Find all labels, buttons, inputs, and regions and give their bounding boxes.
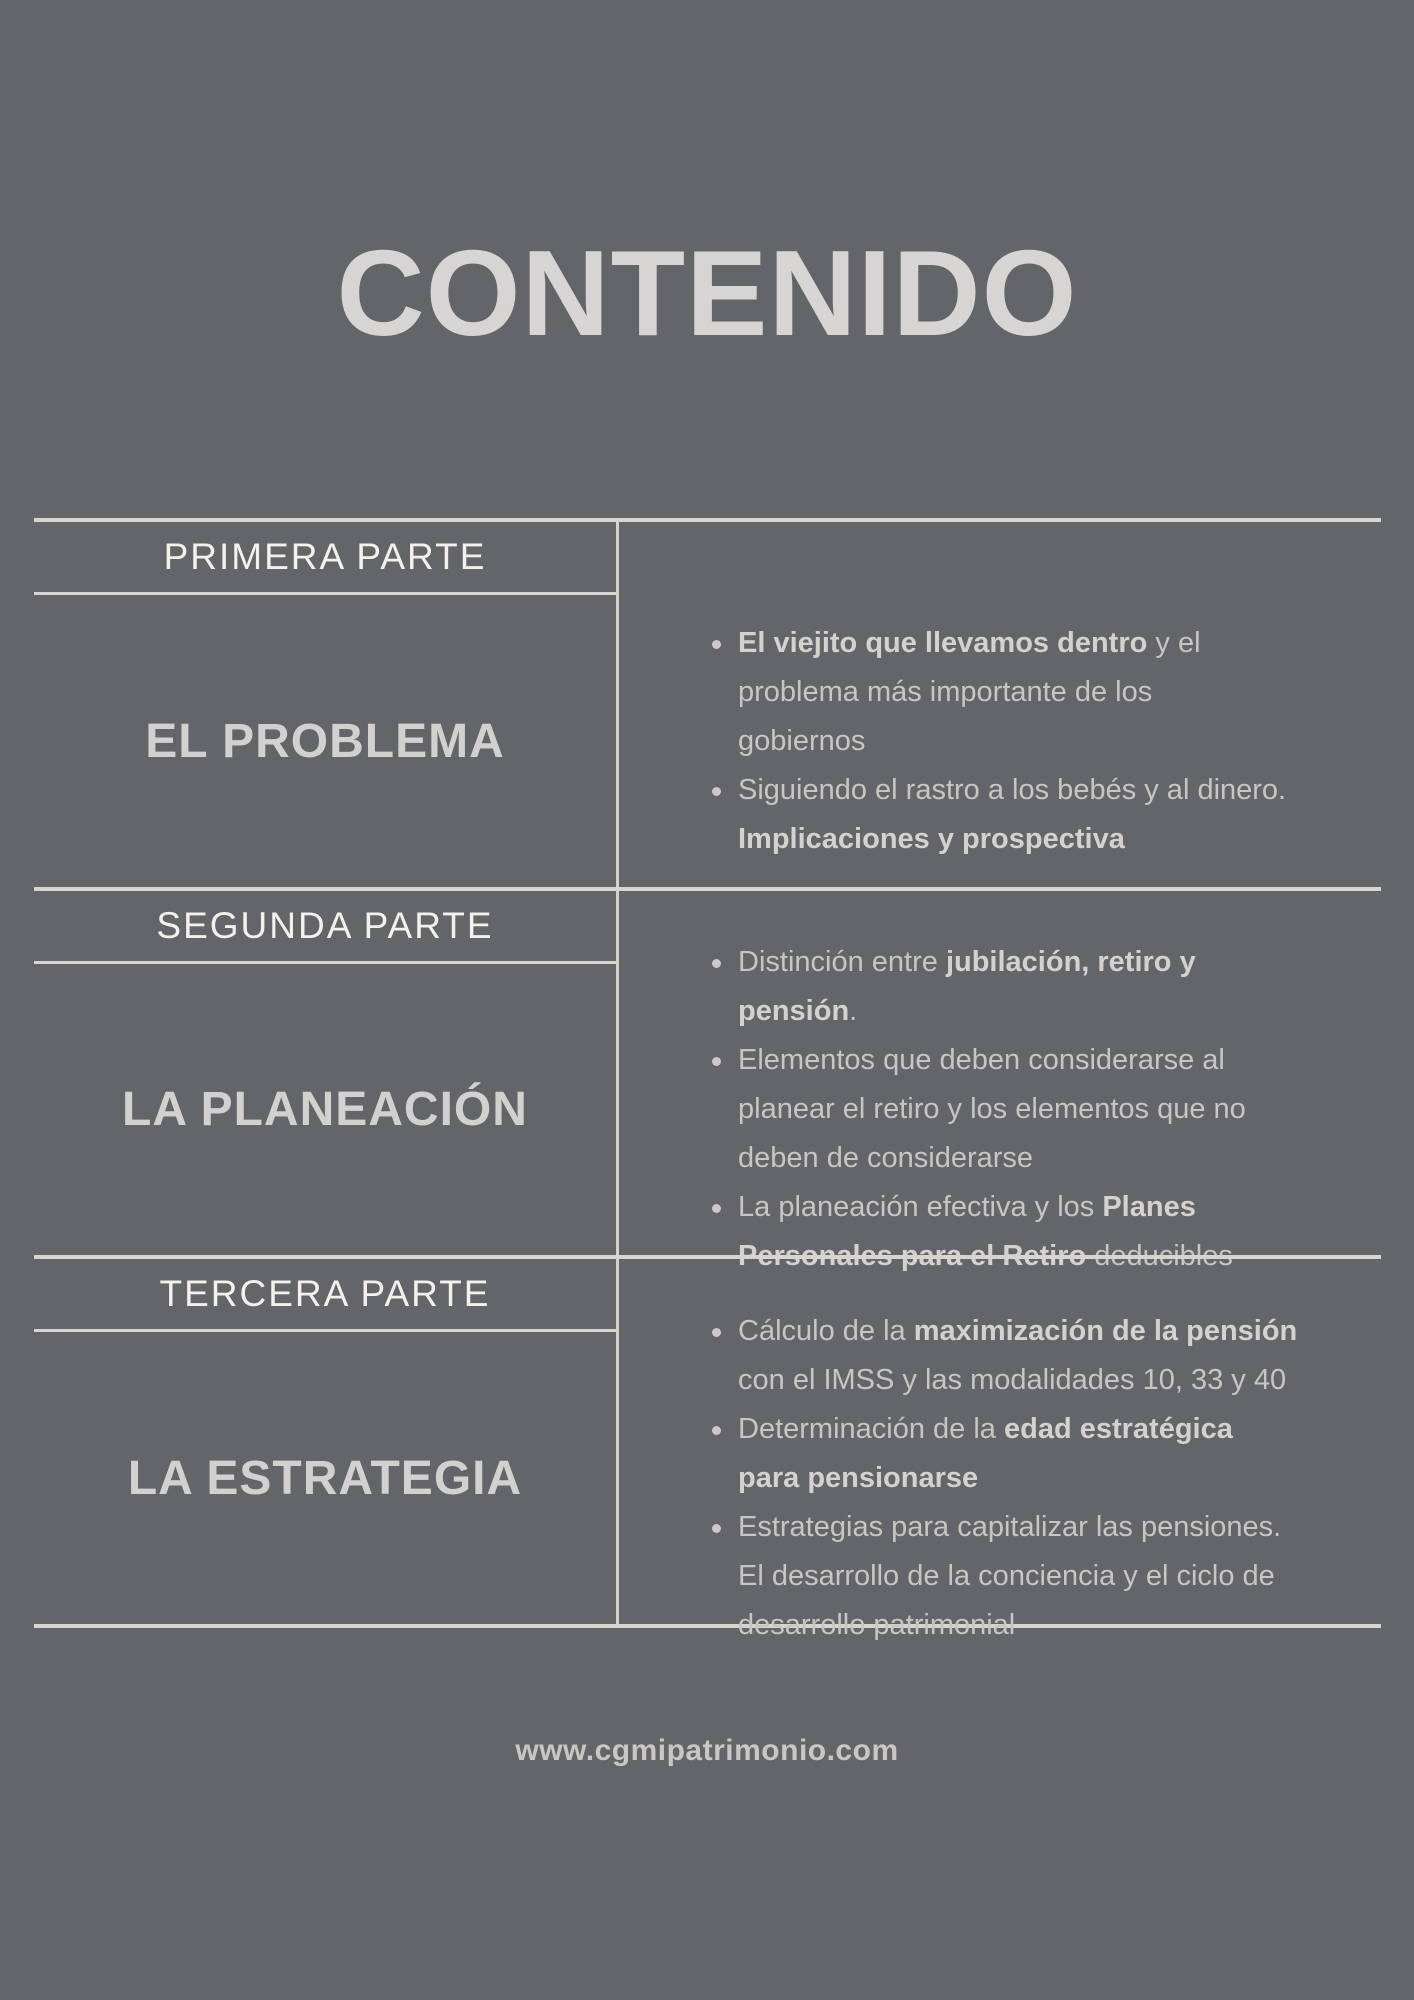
bullet-line: para pensionarse bbox=[738, 1461, 979, 1494]
bullet-line: Elementos que deben considerarse al bbox=[738, 1044, 1225, 1076]
bullet-list bbox=[619, 891, 1381, 1272]
part-header bbox=[34, 522, 616, 595]
section-title: LA PLANEACIÓN bbox=[122, 1083, 528, 1136]
website-url: www.cgmipatrimonio.com bbox=[515, 1734, 899, 1767]
bullet-item bbox=[712, 766, 1381, 864]
bullet-item bbox=[712, 938, 1381, 1036]
bullet-line: planear el retiro y los elementos que no bbox=[738, 1093, 1246, 1125]
bullet-dot bbox=[712, 787, 721, 796]
bullet-list bbox=[619, 522, 1381, 887]
bullet-line: Estrategias para capitalizar las pensiones. bbox=[738, 1510, 1282, 1543]
bullet-dot bbox=[712, 640, 721, 649]
section-title: EL PROBLEMA bbox=[145, 714, 505, 768]
bullet-line: Implicaciones y prospectiva bbox=[738, 822, 1125, 855]
bullet-line: gobiernos bbox=[738, 724, 866, 757]
page-title: CONTENIDO bbox=[336, 224, 1078, 361]
bullet-item bbox=[712, 1405, 1381, 1503]
part-header bbox=[34, 891, 616, 964]
section-title-cell bbox=[34, 1332, 616, 1624]
section-primera-parte bbox=[34, 518, 1381, 887]
bullet-dot bbox=[712, 1426, 721, 1435]
contents-table bbox=[34, 518, 1381, 1641]
bullet-line: Personales para el Retiro deducibles bbox=[738, 1240, 1233, 1272]
bullet-line: Distinción entre jubilación, retiro y bbox=[738, 946, 1196, 978]
bullet-line: Determinación de la edad estratégica bbox=[738, 1412, 1233, 1445]
bullet-item bbox=[712, 619, 1381, 766]
bullet-line: problema más importante de los bbox=[738, 675, 1153, 708]
section-body bbox=[34, 946, 1381, 1272]
bullet-dot bbox=[712, 1057, 721, 1066]
section-segunda-parte bbox=[34, 887, 1381, 1272]
bullet-line: Cálculo de la maximización de la pensión bbox=[738, 1314, 1298, 1347]
bullet-item bbox=[712, 1503, 1381, 1650]
bullet-dot bbox=[712, 1204, 721, 1213]
part-header bbox=[34, 1259, 616, 1332]
bullet-dot bbox=[712, 1328, 721, 1337]
section-tercera-parte bbox=[34, 1255, 1381, 1641]
bullet-line: El desarrollo de la conciencia y el ciclo de bbox=[738, 1559, 1275, 1592]
bullet-line: Siguiendo el rastro a los bebés y al dinero. bbox=[738, 773, 1287, 806]
bullet-item bbox=[712, 1307, 1381, 1405]
bullet-line: El viejito que llevamos dentro y el bbox=[738, 626, 1201, 659]
bullet-dot bbox=[712, 1524, 721, 1533]
bullet-line: pensión. bbox=[738, 995, 858, 1027]
bullet-line: desarrollo patrimonial bbox=[738, 1608, 1016, 1641]
bullet-line: con el IMSS y las modalidades 10, 33 y 40 bbox=[738, 1363, 1287, 1396]
bullet-line: La planeación efectiva y los Planes bbox=[738, 1191, 1196, 1223]
section-body bbox=[34, 1314, 1381, 1641]
section-body bbox=[34, 595, 1381, 887]
bullet-line: deben de considerarse bbox=[738, 1142, 1034, 1174]
part-header-label: PRIMERA PARTE bbox=[163, 536, 487, 577]
bullet-item bbox=[712, 1036, 1381, 1183]
bullet-dot bbox=[712, 959, 721, 968]
section-title-cell bbox=[34, 964, 616, 1255]
section-title-cell bbox=[34, 595, 616, 887]
part-header-label: TERCERA PARTE bbox=[159, 1273, 491, 1314]
bullet-list bbox=[619, 1259, 1381, 1641]
part-header-label: SEGUNDA PARTE bbox=[156, 905, 494, 946]
section-title: LA ESTRATEGIA bbox=[127, 1451, 523, 1505]
